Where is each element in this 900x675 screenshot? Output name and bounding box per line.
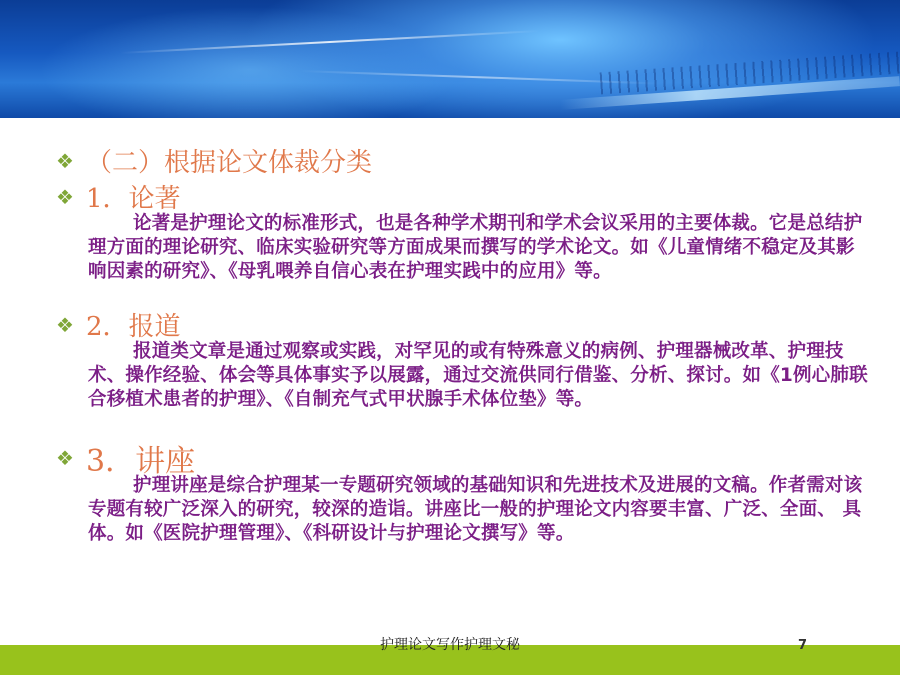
section-title: 2．报道: [86, 312, 181, 342]
section-title: （二）根据论文体裁分类: [86, 148, 373, 178]
section-heading: [56, 142, 372, 179]
section-title: 1．论著: [86, 184, 181, 214]
section-title: 3．讲座: [86, 444, 196, 479]
section-heading: [56, 178, 181, 215]
footer-title: 护理论文写作护理文秘: [380, 637, 520, 653]
diamond-bullet-icon: ❖: [56, 184, 74, 209]
diamond-bullet-icon: ❖: [56, 148, 74, 173]
header-banner: [0, 0, 900, 118]
section-body: 论著是护理论文的标准形式，也是各种学术期刊和学术会议采用的主要体裁。它是总结护理方面的理论研究、临床实验研究等方面成果而撰写的学术论文。如《儿童情绪不稳定及其影响因素的研究》、《母乳喂养自信心表在护理实践中的应用》等。: [88, 213, 863, 282]
section-body: 报道类文章是通过观察或实践，对罕见的或有特殊意义的病例、护理器械改革、护理技术、操作经验、体会等具体事实予以展露，通过交流供同行借鉴、分析、探讨。如《1例心肺联合移植术患者的护理》、《自制充气式甲状腺手术体位垫》等。: [88, 341, 868, 410]
section-heading: [56, 306, 181, 343]
section-body: 护理讲座是综合护理某一专题研究领域的基础知识和先进技术及进展的文稿。作者需对该专题有较广泛深入的研究，较深的造诣。讲座比一般的护理论文内容要丰富、广泛、全面、 具体。如《医院护理管理》、《科研设计与护理论文撰写》等。: [88, 475, 863, 544]
page-number: 7: [798, 638, 808, 653]
diamond-bullet-icon: ❖: [56, 446, 74, 470]
diamond-bullet-icon: ❖: [56, 312, 74, 337]
banner-light-streak: [120, 30, 540, 54]
